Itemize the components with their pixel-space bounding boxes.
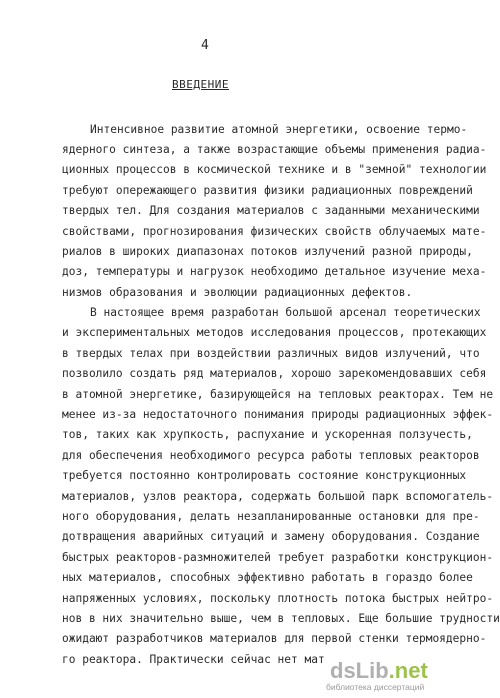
text-line: нов в них значительно выше, чем в тепловых. Еще большие трудности bbox=[62, 612, 500, 625]
text-line: напряженных условиях, поскольку плотность потока быстрых нейтро- bbox=[62, 592, 494, 605]
watermark bbox=[326, 658, 444, 692]
watermark-logo bbox=[330, 658, 428, 684]
text-line: Интенсивное развитие атомной энергетики, освоение термо- bbox=[90, 123, 468, 136]
text-line: требуется постоянно контролировать состояние конструкционных bbox=[62, 469, 467, 482]
text-line: и экспериментальных методов исследования процессов, протекающих bbox=[62, 326, 487, 339]
text-line: В настоящее время разработан большой арсенал теоретических bbox=[90, 306, 481, 319]
text-line: в атомной энергетике, базирующейся на тепловых реакторах. Тем не bbox=[62, 388, 494, 401]
text-line: риалов в широких диапазонах потоков излучений разной природы, bbox=[62, 245, 473, 258]
text-line: ционных процессов в космической технике и в "земной" технологии bbox=[62, 163, 487, 176]
text-line: материалов, узлов реактора, содержать большой парк вспомогатель- bbox=[62, 490, 494, 503]
text-line: в твердых телах при воздействии различных видов излучений, что bbox=[62, 347, 480, 360]
text-line: свойствами, прогнозирования физических свойств облучаемых мате- bbox=[62, 225, 487, 238]
text-line: менее из-за недостаточного понимания природы радиационных эффек- bbox=[62, 408, 494, 421]
text-line: ного оборудования, делать незапланированные остановки для пре- bbox=[62, 510, 480, 523]
text-line: для обеспечения необходимого ресурса работы тепловых реакторов bbox=[62, 449, 480, 462]
text-line: ных материалов, способных эффективно работать в гораздо более bbox=[62, 571, 473, 584]
section-heading: ВВЕДЕНИЕ bbox=[172, 78, 229, 91]
watermark-subtitle: библиотека диссертаций bbox=[326, 682, 425, 692]
watermark-logo-accent: .net bbox=[388, 658, 428, 683]
watermark-logo-main: dsLib bbox=[330, 658, 389, 683]
text-line: низмов образования и эволюции радиационных дефектов. bbox=[62, 286, 413, 299]
text-line: ядерного синтеза, а также возрастающие объемы применения радиа- bbox=[62, 143, 487, 156]
text-line: требуют опережающего развития физики радиационных повреждений bbox=[62, 184, 473, 197]
text-line: дотвращения аварийных ситуаций и замену оборудования. Создание bbox=[62, 530, 480, 543]
text-line: доз, температуры и нагрузок необходимо детальное изучение меха- bbox=[62, 265, 487, 278]
text-line: быстрых реакторов-размножителей требует разработки конструкцион- bbox=[62, 551, 494, 564]
text-line: позволило создать ряд материалов, хорошо зарекомендовавших себя bbox=[62, 367, 487, 380]
text-line: твердых тел. Для создания материалов с заданными механическими bbox=[62, 204, 480, 217]
text-line: ожидают разработчиков материалов для первой стенки термоядерно- bbox=[62, 632, 487, 645]
text-line: тов, таких как хрупкость, распухание и ускоренная ползучесть, bbox=[62, 428, 473, 441]
page-number: 4 bbox=[201, 38, 209, 53]
text-line: го реактора. Практически сейчас нет мат bbox=[62, 653, 325, 666]
